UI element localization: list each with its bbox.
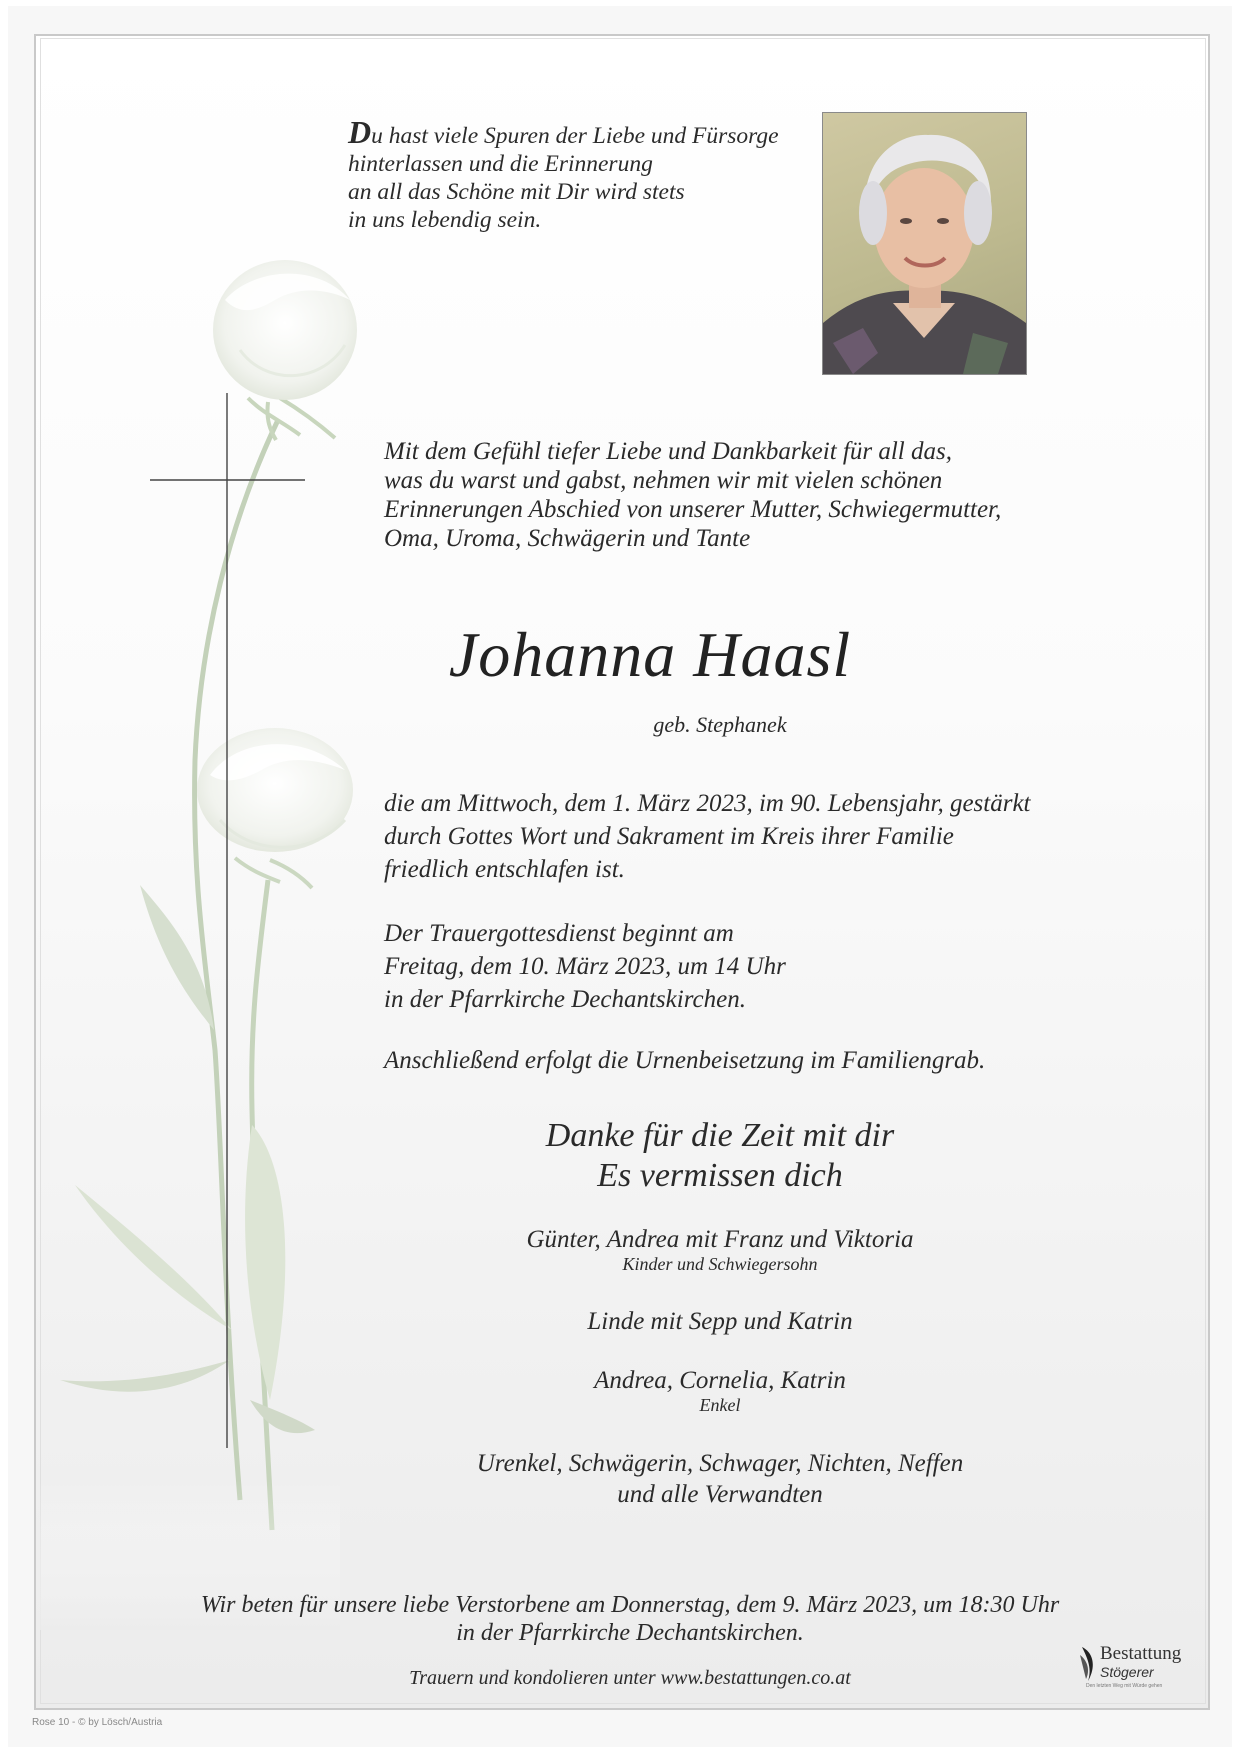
copyright-note: Rose 10 - © by Lösch/Austria [32,1717,163,1728]
memorial-quote [348,114,779,234]
family-names: und alle Verwandten [617,1481,823,1508]
service-line: in der Pfarrkirche Dechantskirchen. [384,986,746,1013]
funeral-home-logo [1078,1643,1198,1695]
intro-line: Oma, Uroma, Schwägerin und Tante [384,525,751,552]
intro-line: Mit dem Gefühl tiefer Liebe und Dankbarkeit für all das, [384,438,952,465]
thanks-heading [0,1116,1240,1196]
logo-tagline: Den letzten Weg mit Würde gehen [1086,1683,1163,1689]
quote-line: hinterlassen und die Erinnerung [348,151,653,177]
service-line: Der Trauergottesdienst beginnt am [384,920,734,947]
family-group [0,1367,1240,1416]
leaf-logo-icon [1078,1645,1098,1685]
portrait-photo [822,112,1027,375]
condolence-link[interactable]: Trauern und kondolieren unter www.bestattungen.co.at [409,1667,851,1689]
family-group [0,1226,1240,1275]
quote-line: u hast viele Spuren der Liebe und Fürsorge [371,123,779,149]
intro-line: was du warst und gabst, nehmen wir mit vielen schönen [384,467,943,494]
quote-line: in uns lebendig sein. [348,207,542,233]
thanks-line: Es vermissen dich [597,1157,843,1194]
logo-title: Bestattung [1100,1643,1182,1664]
family-names: Günter, Andrea mit Franz und Viktoria [526,1226,914,1253]
family-names: Urenkel, Schwägerin, Schwager, Nichten, Neffen [476,1450,964,1477]
death-notice [384,787,1030,886]
death-notice-line: durch Gottes Wort und Sakrament im Kreis ihrer Familie [384,823,954,850]
death-notice-line: die am Mittwoch, dem 1. März 2023, im 90. Lebensjahr, gestärkt [384,790,1031,817]
family-group [0,1308,1240,1336]
death-notice-line: friedlich entschlafen ist. [384,856,625,883]
family-group [0,1448,1240,1510]
quote-initial: D [348,114,372,150]
prayer-line: in der Pfarrkirche Dechantskirchen. [456,1620,804,1646]
prayer-notice [0,1591,1240,1647]
family-role: Enkel [699,1395,741,1415]
intro-text [384,437,1001,553]
service-info [384,917,786,1016]
quote-line: an all das Schöne mit Dir wird stets [348,179,685,205]
thanks-line: Danke für die Zeit mit dir [545,1117,895,1154]
family-role: Kinder und Schwiegersohn [622,1254,818,1274]
service-line: Freitag, dem 10. März 2023, um 14 Uhr [384,953,786,980]
family-names: Linde mit Sepp und Katrin [587,1308,853,1335]
prayer-line: Wir beten für unsere liebe Verstorbene am Donnerstag, dem 9. März 2023, um 18:30 Uhr [200,1592,1060,1618]
deceased-name: Johanna Haasl [448,619,852,690]
birth-name: geb. Stephanek [653,712,787,737]
logo-subtitle: Stögerer [1100,1664,1154,1680]
burial-info: Anschließend erfolgt die Urnenbeisetzung im Familiengrab. [384,1047,986,1074]
family-names: Andrea, Cornelia, Katrin [594,1367,846,1394]
intro-line: Erinnerungen Abschied von unserer Mutter, Schwiegermutter, [384,496,1002,523]
